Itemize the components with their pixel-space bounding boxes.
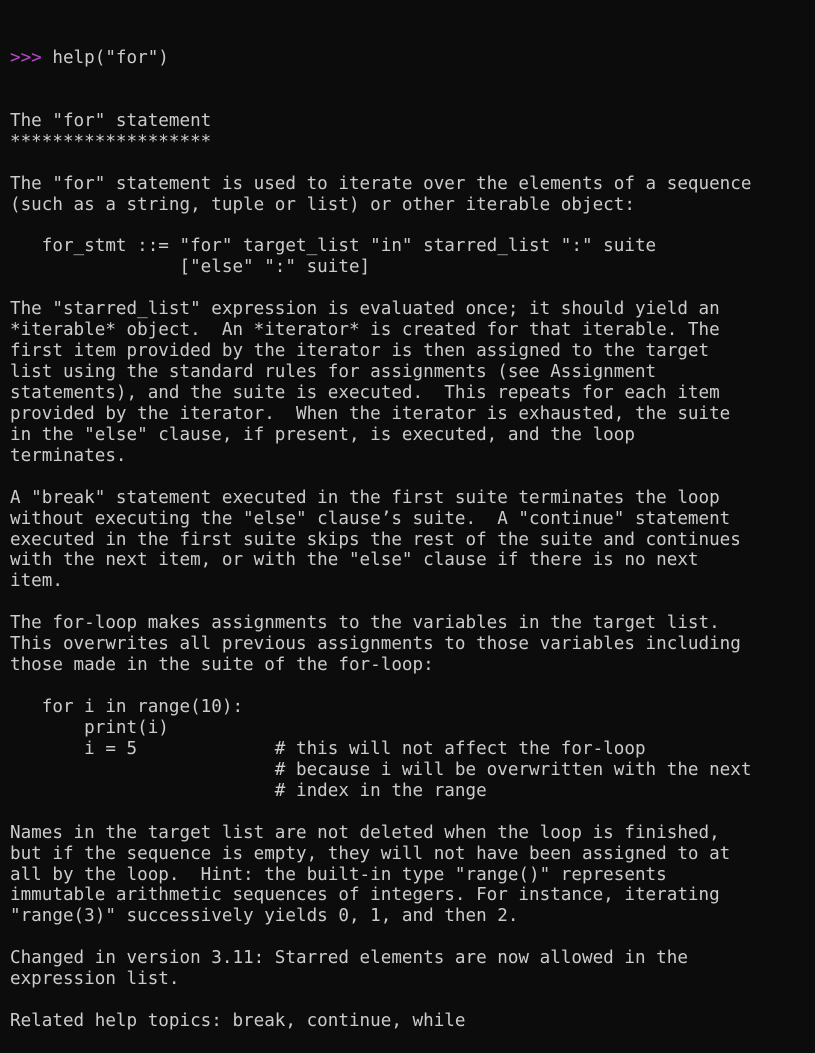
- output-line: [10, 990, 815, 1011]
- command-text: help("for"): [41, 47, 169, 68]
- output-line: in the "else" clause, if present, is executed, and the loop: [10, 424, 635, 445]
- output-line: Names in the target list are not deleted when the loop is finished,: [10, 822, 720, 843]
- output-line: [10, 215, 815, 236]
- output-line: *iterable* object. An *iterator* is created for that iterable. The: [10, 320, 720, 341]
- output-line: for i in range(10):: [10, 697, 244, 717]
- output-line: Changed in version 3.11: Starred elements are now allowed in the: [10, 948, 688, 969]
- command-line: [10, 48, 815, 69]
- output-line: [10, 467, 815, 488]
- output-line: immutable arithmetic sequences of integers. For instance, iterating: [10, 885, 720, 906]
- output-line: "range(3)" successively yields 0, 1, and then 2.: [10, 906, 519, 927]
- output-line: The for-loop makes assignments to the variables in the target list.: [10, 613, 720, 634]
- output-line: executed in the first suite skips the rest of the suite and continues: [10, 529, 741, 550]
- output-line: statements), and the suite is executed. This repeats for each item: [10, 382, 720, 403]
- output-line: provided by the iterator. When the iterator is exhausted, the suite: [10, 403, 731, 424]
- prompt-symbol: >>>: [10, 47, 42, 68]
- output-line: ["else" ":" suite]: [10, 257, 371, 278]
- output-line: # index in the range: [10, 780, 487, 801]
- output-line: Related help topics: break, continue, while: [10, 1011, 466, 1032]
- output-line: The "for" statement: [10, 110, 212, 131]
- output-line: for_stmt ::= "for" target_list "in" starred_list ":" suite: [10, 236, 657, 257]
- output-line: # because i will be overwritten with the next: [10, 759, 752, 780]
- output-line: [10, 592, 815, 613]
- output-line: [10, 802, 815, 823]
- output-line: list using the standard rules for assignments (see Assignment: [10, 362, 657, 382]
- output-line: those made in the suite of the for-loop:: [10, 655, 434, 676]
- output-line: A "break" statement executed in the first suite terminates the loop: [10, 487, 720, 508]
- help-output: [10, 111, 815, 1032]
- output-line: but if the sequence is empty, they will not have been assigned to at: [10, 843, 731, 864]
- output-line: This overwrites all previous assignments to those variables including: [10, 634, 741, 655]
- output-line: i = 5 # this will not affect the for-loop: [10, 738, 646, 759]
- output-line: terminates.: [10, 445, 127, 466]
- output-line: The "for" statement is used to iterate over the elements of a sequence: [10, 173, 752, 194]
- output-line: item.: [10, 571, 63, 592]
- output-line: [10, 676, 815, 697]
- output-line: [10, 278, 815, 299]
- output-line: [10, 927, 815, 948]
- output-line: without executing the "else" clause’s suite. A "continue" statement: [10, 508, 731, 529]
- output-line: (such as a string, tuple or list) or other iterable object:: [10, 194, 635, 215]
- output-line: expression list.: [10, 969, 180, 990]
- output-line: *******************: [10, 131, 212, 152]
- output-line: print(i): [10, 717, 169, 738]
- output-line: with the next item, or with the "else" clause if there is no next: [10, 550, 699, 571]
- output-line: [10, 153, 815, 174]
- output-line: The "starred_list" expression is evaluated once; it should yield an: [10, 299, 720, 320]
- output-line: all by the loop. Hint: the built-in type "range()" represents: [10, 864, 667, 885]
- output-line: first item provided by the iterator is then assigned to the target: [10, 341, 710, 362]
